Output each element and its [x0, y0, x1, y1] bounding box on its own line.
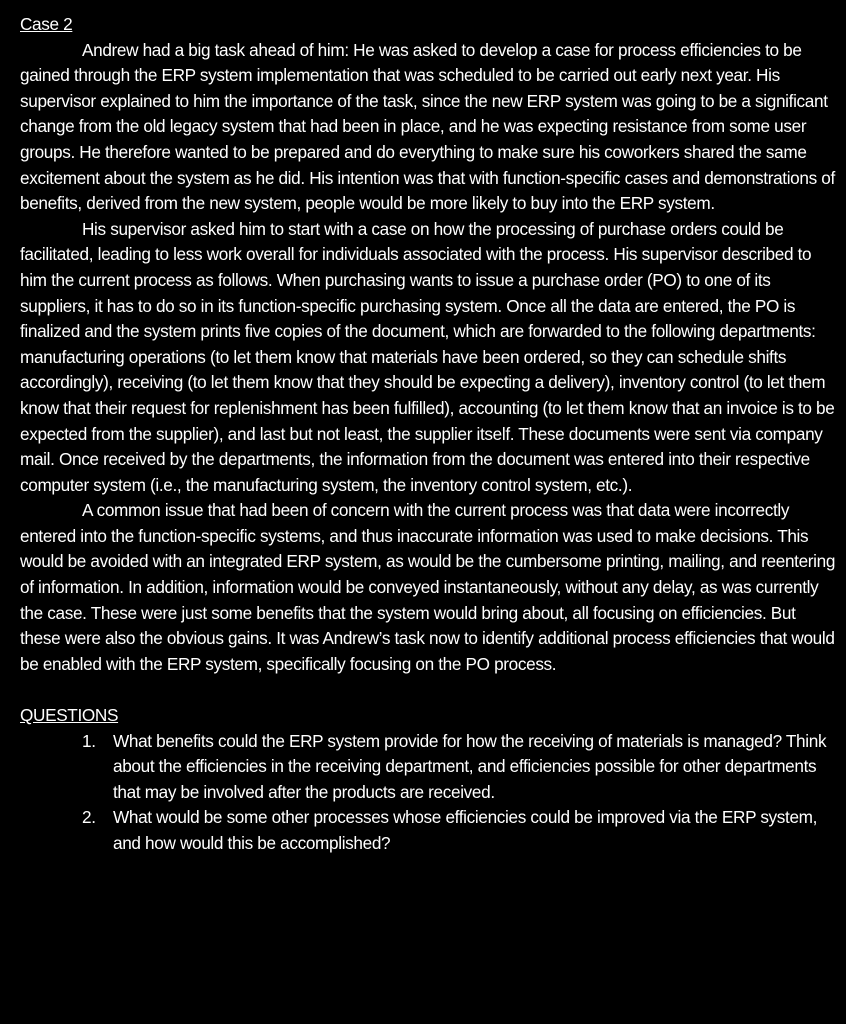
question-text: What would be some other processes whose efficiencies could be improved via the ERP system, and how would this be accomplished? — [113, 807, 818, 853]
questions-list — [20, 729, 836, 857]
question-item-1 — [20, 729, 836, 806]
question-number: 2. — [82, 807, 96, 828]
questions-heading: QUESTIONS — [20, 705, 119, 726]
question-number: 1. — [82, 730, 96, 751]
case-document — [20, 12, 836, 857]
paragraph-3: A common issue that had been of concern with the current process was that data were incorrectly entered into the function-specific systems, and thus inaccurate information was used to make decisions. This would be avoided with an integrated ERP system, as would be the cumbersome printing, mailing, and reentering of information. In addition, information would be conveyed instantaneously, without any delay, as was currently the case. These were just some benefits that the system would bring about, all focusing on efficiencies. But these were also the obvious gains. It was Andrew’s task now to identify additional process efficiencies that would be enabled with the ERP system, specifically focusing on the PO process. — [20, 500, 836, 674]
case-title: Case 2 — [20, 14, 73, 34]
paragraph-2: His supervisor asked him to start with a case on how the processing of purchase orders could be facilitated, leading to less work overall for individuals associated with the process. His supervisor described to him the current process as follows. When purchasing wants to issue a purchase order (PO) to one of its suppliers, it has to do so in its function-specific purchasing system. Once all the data are entered, the PO is finalized and the system prints five copies of the document, which are forwarded to the following departments: manufacturing operations (to let them know that materials have been ordered, so they can schedule shifts accordingly), receiving (to let them know that they should be expecting a delivery), inventory control (to let them know that their request for replenishment has been fulfilled), accounting (to let them know that an invoice is to be expected from the supplier), and last but not least, the supplier itself. These documents were sent via company mail. Once received by the departments, the information from the document was entered into their respective computer system (i.e., the manufacturing system, the inventory control system, etc.). — [20, 218, 835, 495]
paragraph-1: Andrew had a big task ahead of him: He was asked to develop a case for process efficiencies to be gained through the ERP system implementation that was scheduled to be carried out early next year. His supervisor explained to him the importance of the task, since the new ERP system was going to be a significant change from the old legacy system that had been in place, and he was expecting resistance from some user groups. He therefore wanted to be prepared and do everything to make sure his coworkers shared the same excitement about the system as he did. His intention was that with function-specific cases and demonstrations of benefits, derived from the new system, people would be more likely to buy into the ERP system. — [20, 39, 835, 214]
question-text: What benefits could the ERP system provide for how the receiving of materials is managed? Think about the efficiencies in the receiving department, and efficiencies possible for other departments that may be involved after the products are received. — [113, 730, 827, 802]
question-item-2 — [20, 805, 836, 856]
